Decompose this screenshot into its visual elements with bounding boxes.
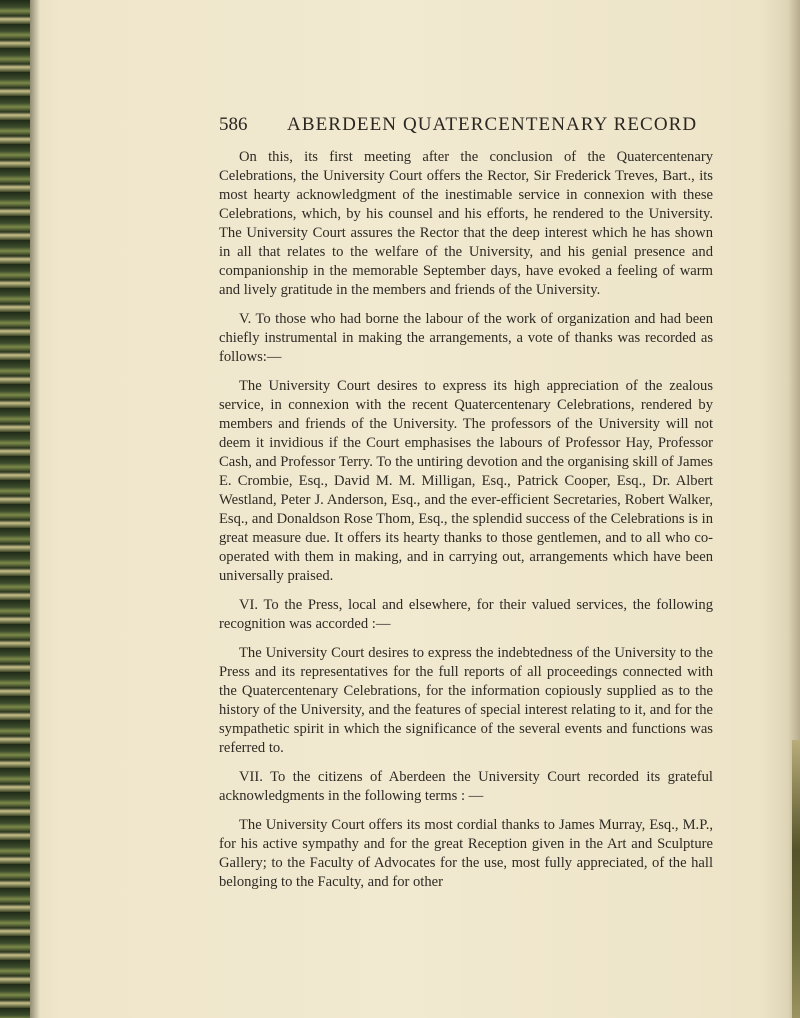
book-spine-edge [0, 0, 30, 1018]
paragraph-press-thanks: The University Court desires to express the indebtedness of the University to the Press and its representatives for the full reports of all proceedings connected with the Quatercentenary Celebrations, for the information copiously supplied as to the history of the University, and the features of special interest relating to it, and for the sympathetic spirit in which the significance of the several events and functions was referred to. [219, 645, 713, 756]
page-right-edge-mark [792, 740, 800, 1018]
paragraph-section-vi: VI. To the Press, local and elsewhere, for their valued services, the following recognition was accorded :— [219, 597, 713, 632]
paragraph-organizers-thanks: The University Court desires to express its high appreciation of the zealous service, in connexion with the recent Quatercentenary Celebrations, rendered by members and friends of the University. The professors of the University will not deem it invidious if the Court emphasises the labours of Professor Hay, Professor Cash, and Professor Terry. To the untiring devotion and the organising skill of James E. Crombie, Esq., David M. M. Milligan, Esq., Patrick Cooper, Esq., Dr. Albert Westland, Peter J. Anderson, Esq., and the ever-efficient Secretaries, Robert Walker, Esq., and Donaldson Rose Thom, Esq., the splendid success of the Celebrations is in great measure due. It offers its hearty thanks to those gentlemen, and to all who co-operated with them in making, and in carrying out, arrangements which have been universally praised. [219, 378, 713, 584]
paragraph-section-v: V. To those who had borne the labour of the work of organization and had been chiefly instrumental in making the arrangements, a vote of thanks was recorded as follows:— [219, 311, 713, 365]
paragraph-section-vii: VII. To the citizens of Aberdeen the University Court recorded its grateful acknowledgments in the following terms : — [219, 769, 713, 804]
page-number: 586 [219, 114, 248, 135]
running-head: ABERDEEN QUATERCENTENARY RECORD [287, 114, 698, 135]
page-body [219, 148, 713, 902]
paragraph-citizens-thanks: The University Court offers its most cordial thanks to James Murray, Esq., M.P., for his active sympathy and for the great Reception given in the Art and Sculpture Gallery; to the Faculty of Advocates for the use, most fully appreciated, of the hall belonging to the Faculty, and for other [219, 817, 713, 890]
paragraph-rector-thanks: On this, its first meeting after the conclusion of the Quatercentenary Celebrations, the University Court offers the Rector, Sir Frederick Treves, Bart., its most hearty acknowledgment of the inestimable service in connexion with these Celebrations, which, by his counsel and his efforts, he rendered to the University. The University Court assures the Rector that the deep interest which he has shown in all that relates to the welfare of the University, and his genial presence and companionship in the memorable September days, have evoked a feeling of warm and lively gratitude in the members and friends of the University. [219, 149, 713, 298]
page-header [219, 114, 713, 136]
